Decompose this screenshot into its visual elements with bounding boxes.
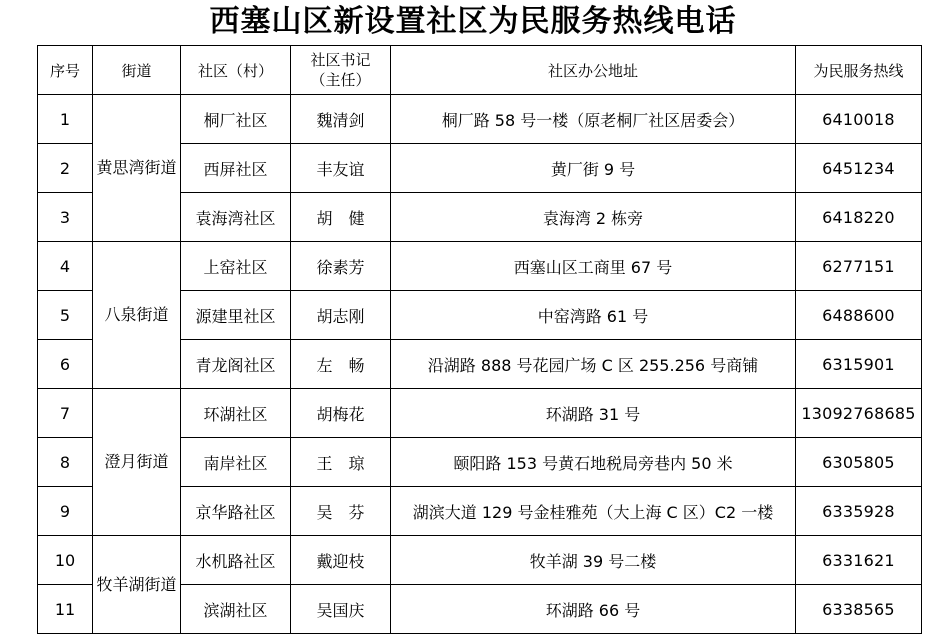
street-name: 黄思湾街道 [93,95,181,242]
hotline-number: 13092768685 [796,389,922,438]
hotline-number: 6418220 [796,193,922,242]
secretary-name: 胡梅花 [291,389,391,438]
hotline-number: 6338565 [796,585,922,634]
hotline-number: 6451234 [796,144,922,193]
community-name: 京华路社区 [181,487,291,536]
header-secretary-line1: 社区书记 [310,51,371,69]
office-address: 中窑湾路 61 号 [391,291,796,340]
secretary-name: 徐素芳 [291,242,391,291]
header-secretary [291,46,391,95]
row-index: 10 [38,536,93,585]
office-address: 袁海湾 2 栋旁 [391,193,796,242]
secretary-name: 胡志刚 [291,291,391,340]
row-index: 3 [38,193,93,242]
street-name: 澄月街道 [93,389,181,536]
office-address: 黄厂街 9 号 [391,144,796,193]
office-address: 湖滨大道 129 号金桂雅苑（大上海 C 区）C2 一楼 [391,487,796,536]
community-name: 桐厂社区 [181,95,291,144]
office-address: 牧羊湖 39 号二楼 [391,536,796,585]
community-name: 上窑社区 [181,242,291,291]
table-row [38,95,922,144]
row-index: 6 [38,340,93,389]
community-name: 水机路社区 [181,536,291,585]
secretary-name: 戴迎枝 [291,536,391,585]
header-secretary-line2: （主任） [310,71,371,89]
header-address: 社区办公地址 [391,46,796,95]
hotline-number: 6315901 [796,340,922,389]
header-index: 序号 [38,46,93,95]
secretary-name: 胡 健 [291,193,391,242]
hotline-number: 6410018 [796,95,922,144]
header-community: 社区（村） [181,46,291,95]
hotline-number: 6335928 [796,487,922,536]
hotline-number: 6488600 [796,291,922,340]
street-name: 八泉街道 [93,242,181,389]
secretary-name: 吴 芬 [291,487,391,536]
secretary-name: 吴国庆 [291,585,391,634]
community-name: 环湖社区 [181,389,291,438]
secretary-name: 丰友谊 [291,144,391,193]
community-name: 青龙阁社区 [181,340,291,389]
community-name: 袁海湾社区 [181,193,291,242]
table-row [38,242,922,291]
header-street: 街道 [93,46,181,95]
street-name: 牧羊湖街道 [93,536,181,634]
table-row [38,536,922,585]
page-title: 西塞山区新设置社区为民服务热线电话 [209,4,737,39]
hotline-table [37,45,922,634]
header-hotline: 为民服务热线 [796,46,922,95]
office-address: 环湖路 66 号 [391,585,796,634]
community-name: 南岸社区 [181,438,291,487]
row-index: 7 [38,389,93,438]
secretary-name: 魏清剑 [291,95,391,144]
hotline-number: 6305805 [796,438,922,487]
row-index: 8 [38,438,93,487]
community-name: 西屏社区 [181,144,291,193]
row-index: 2 [38,144,93,193]
community-name: 滨湖社区 [181,585,291,634]
hotline-number: 6331621 [796,536,922,585]
secretary-name: 王 琼 [291,438,391,487]
row-index: 11 [38,585,93,634]
table-row [38,389,922,438]
row-index: 4 [38,242,93,291]
office-address: 沿湖路 888 号花园广场 C 区 255.256 号商铺 [391,340,796,389]
community-name: 源建里社区 [181,291,291,340]
office-address: 颐阳路 153 号黄石地税局旁巷内 50 米 [391,438,796,487]
table-body [38,95,922,634]
row-index: 9 [38,487,93,536]
hotline-number: 6277151 [796,242,922,291]
row-index: 1 [38,95,93,144]
secretary-name: 左 畅 [291,340,391,389]
office-address: 环湖路 31 号 [391,389,796,438]
office-address: 桐厂路 58 号一楼（原老桐厂社区居委会） [391,95,796,144]
office-address: 西塞山区工商里 67 号 [391,242,796,291]
table-header-row [38,46,922,95]
row-index: 5 [38,291,93,340]
